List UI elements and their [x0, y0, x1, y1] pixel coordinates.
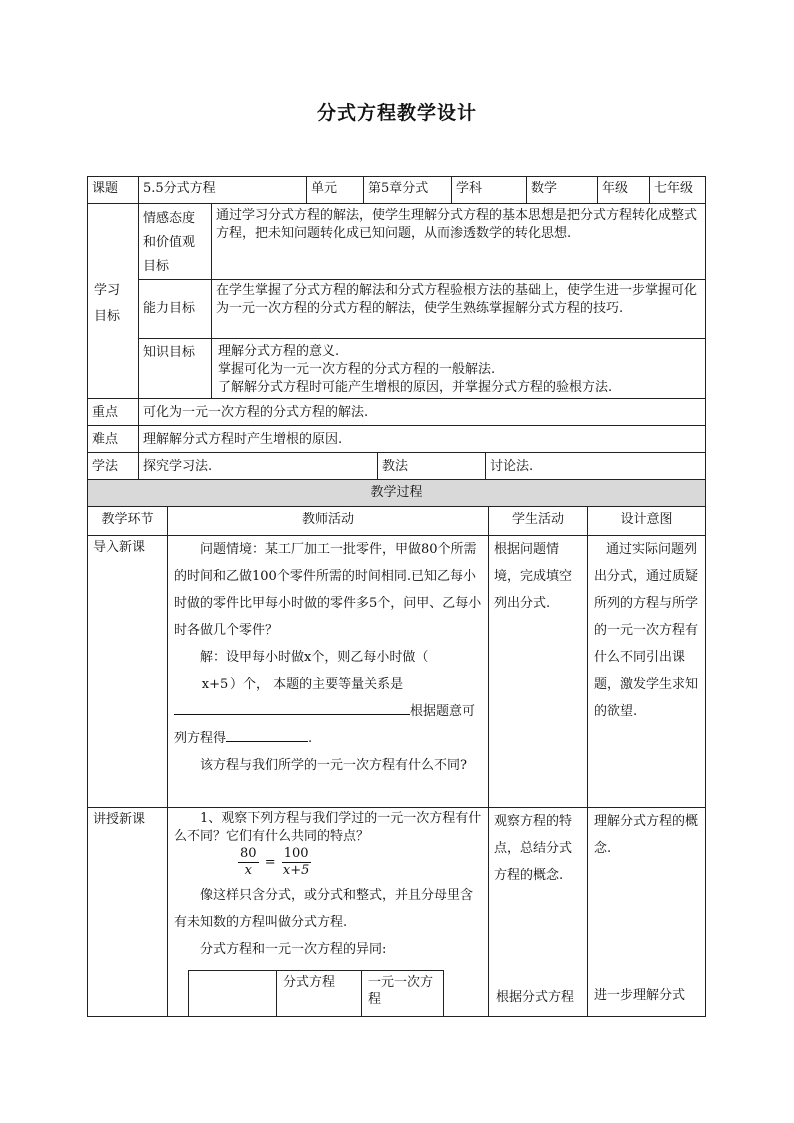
column-header-student: 学生活动: [488, 506, 588, 536]
column-header-intent: 设计意图: [587, 506, 706, 536]
subject-value-cell: 数学: [526, 176, 598, 204]
compare-table-col-fractional: 分式方程: [276, 970, 362, 1017]
study-method-value-cell: 探究学习法.: [138, 452, 378, 480]
student-activity-2: 根据分式方程: [496, 990, 575, 1005]
key-point-label-cell: 重点: [87, 398, 139, 426]
goal-attitude-text-cell: 通过学习分式方程的解法，使学生理解分式方程的基本思想是把分式方程转化成整式方程，把未知问题转化成已知问题，从而渗透数学的转化思想.: [211, 203, 706, 280]
teach-method-label-cell: 教法: [377, 452, 486, 480]
stage1-teacher-cell: [167, 535, 489, 808]
student-activity-1: 观察方程的特点，总结分式方程的概念.: [494, 814, 573, 883]
fraction-left: $\frac{80}{x}$: [240, 846, 257, 878]
equation: $\frac{80}{x}$ = $\frac{100}{x+5}$: [240, 846, 310, 878]
column-header-teacher: 教师活动: [167, 506, 489, 536]
goal-ability-name-cell: 能力目标: [138, 279, 212, 339]
stage2-name-cell: 讲授新课: [87, 807, 168, 1017]
intro-question: 该方程与我们所学的一元一次方程有什么不同?: [200, 758, 467, 773]
process-title-cell: 教学过程: [87, 479, 706, 507]
goal-knowledge-text-cell: [211, 338, 706, 399]
intro-problem: 问题情境：某工厂加工一批零件，甲做80个所需的时间和乙做100个零件所需的时间相同.已知乙每小时做的零件比甲每小时做的零件多5个，问甲、乙每小时各做几个零件？: [174, 542, 482, 638]
teach-method-value-cell: 讨论法.: [485, 452, 706, 480]
page-title: 分式方程教学设计: [316, 102, 477, 124]
knowledge-line: 理解分式方程的意义.: [218, 344, 340, 359]
stage2-student-cell: [488, 807, 588, 1017]
intro-solution: 解：设甲每小时做x个，则乙每小时做（x+5 ）个， 本题的主要等量关系是: [174, 644, 482, 698]
goal-attitude-name-cell: 情感态度和价值观目标: [138, 203, 212, 280]
relation-blank: [174, 714, 410, 715]
definition: 像这样只含分式，或分式和整式，并且分母里含有未知数的方程叫做分式方程.: [174, 888, 474, 930]
course-label-cell: 课题: [87, 176, 139, 204]
compare-intro: 分式方程和一元一次方程的异同:: [200, 942, 387, 957]
intro-equation-line: 根据题意可列方程得 .: [174, 704, 476, 746]
stage2-intent-cell: [587, 807, 706, 1017]
compare-table-blank-cell: [188, 970, 277, 1017]
stage1-intent-cell: 通过实际问题列出分式，通过质疑所列的方程与所学的一元一次方程有什么不同引出课题，激发学生求知的欲望.: [587, 535, 706, 808]
subject-label-cell: 学科: [451, 176, 527, 204]
goal-knowledge-name-cell: 知识目标: [138, 338, 212, 399]
study-method-label-cell: 学法: [87, 452, 139, 480]
fill-answer: x+5: [201, 677, 229, 692]
course-value-cell: 5.5分式方程: [138, 176, 307, 204]
difficulty-text-cell: 理解解分式方程时产生增根的原因.: [138, 425, 706, 453]
goal-ability-text-cell: 在学生掌握了分式方程的解法和分式方程验根方法的基础上，使学生进一步掌握可化为一元一次方程的分式方程的解法，使学生熟练掌握解分式方程的技巧.: [211, 279, 706, 339]
difficulty-label-cell: 难点: [87, 425, 139, 453]
equation-blank: [226, 741, 308, 742]
unit-label-cell: 单元: [306, 176, 364, 204]
compare-table: [188, 970, 444, 1017]
goals-label-cell: 学习目标: [87, 203, 139, 399]
key-point-text-cell: 可化为一元一次方程的分式方程的解法.: [138, 398, 706, 426]
compare-table-col-linear: 一元一次方程: [361, 970, 444, 1017]
unit-value-cell: 第5章分式: [363, 176, 452, 204]
stage2-teacher-cell: [167, 807, 489, 1017]
intent-2: 进一步理解分式: [594, 988, 686, 1003]
fraction-right: $\frac{100}{x+5}$: [282, 846, 310, 878]
intent-1: 理解分式方程的概念.: [594, 814, 699, 856]
stage1-name-cell: 导入新课: [87, 535, 168, 808]
knowledge-line: 掌握可化为一元一次方程的分式方程的一般解法.: [218, 362, 496, 377]
stage1-student-cell: 根据问题情境，完成填空列出分式.: [488, 535, 588, 808]
grade-value-cell: 七年级: [649, 176, 706, 204]
observe-question: 1、观察下列方程与我们学过的一元一次方程有什么不同？它们有什么共同的特点？: [174, 811, 482, 844]
column-header-stage: 教学环节: [87, 506, 168, 536]
knowledge-line: 了解解分式方程时可能产生增根的原因，并掌握分式方程的验根方法.: [218, 380, 613, 395]
grade-label-cell: 年级: [597, 176, 650, 204]
